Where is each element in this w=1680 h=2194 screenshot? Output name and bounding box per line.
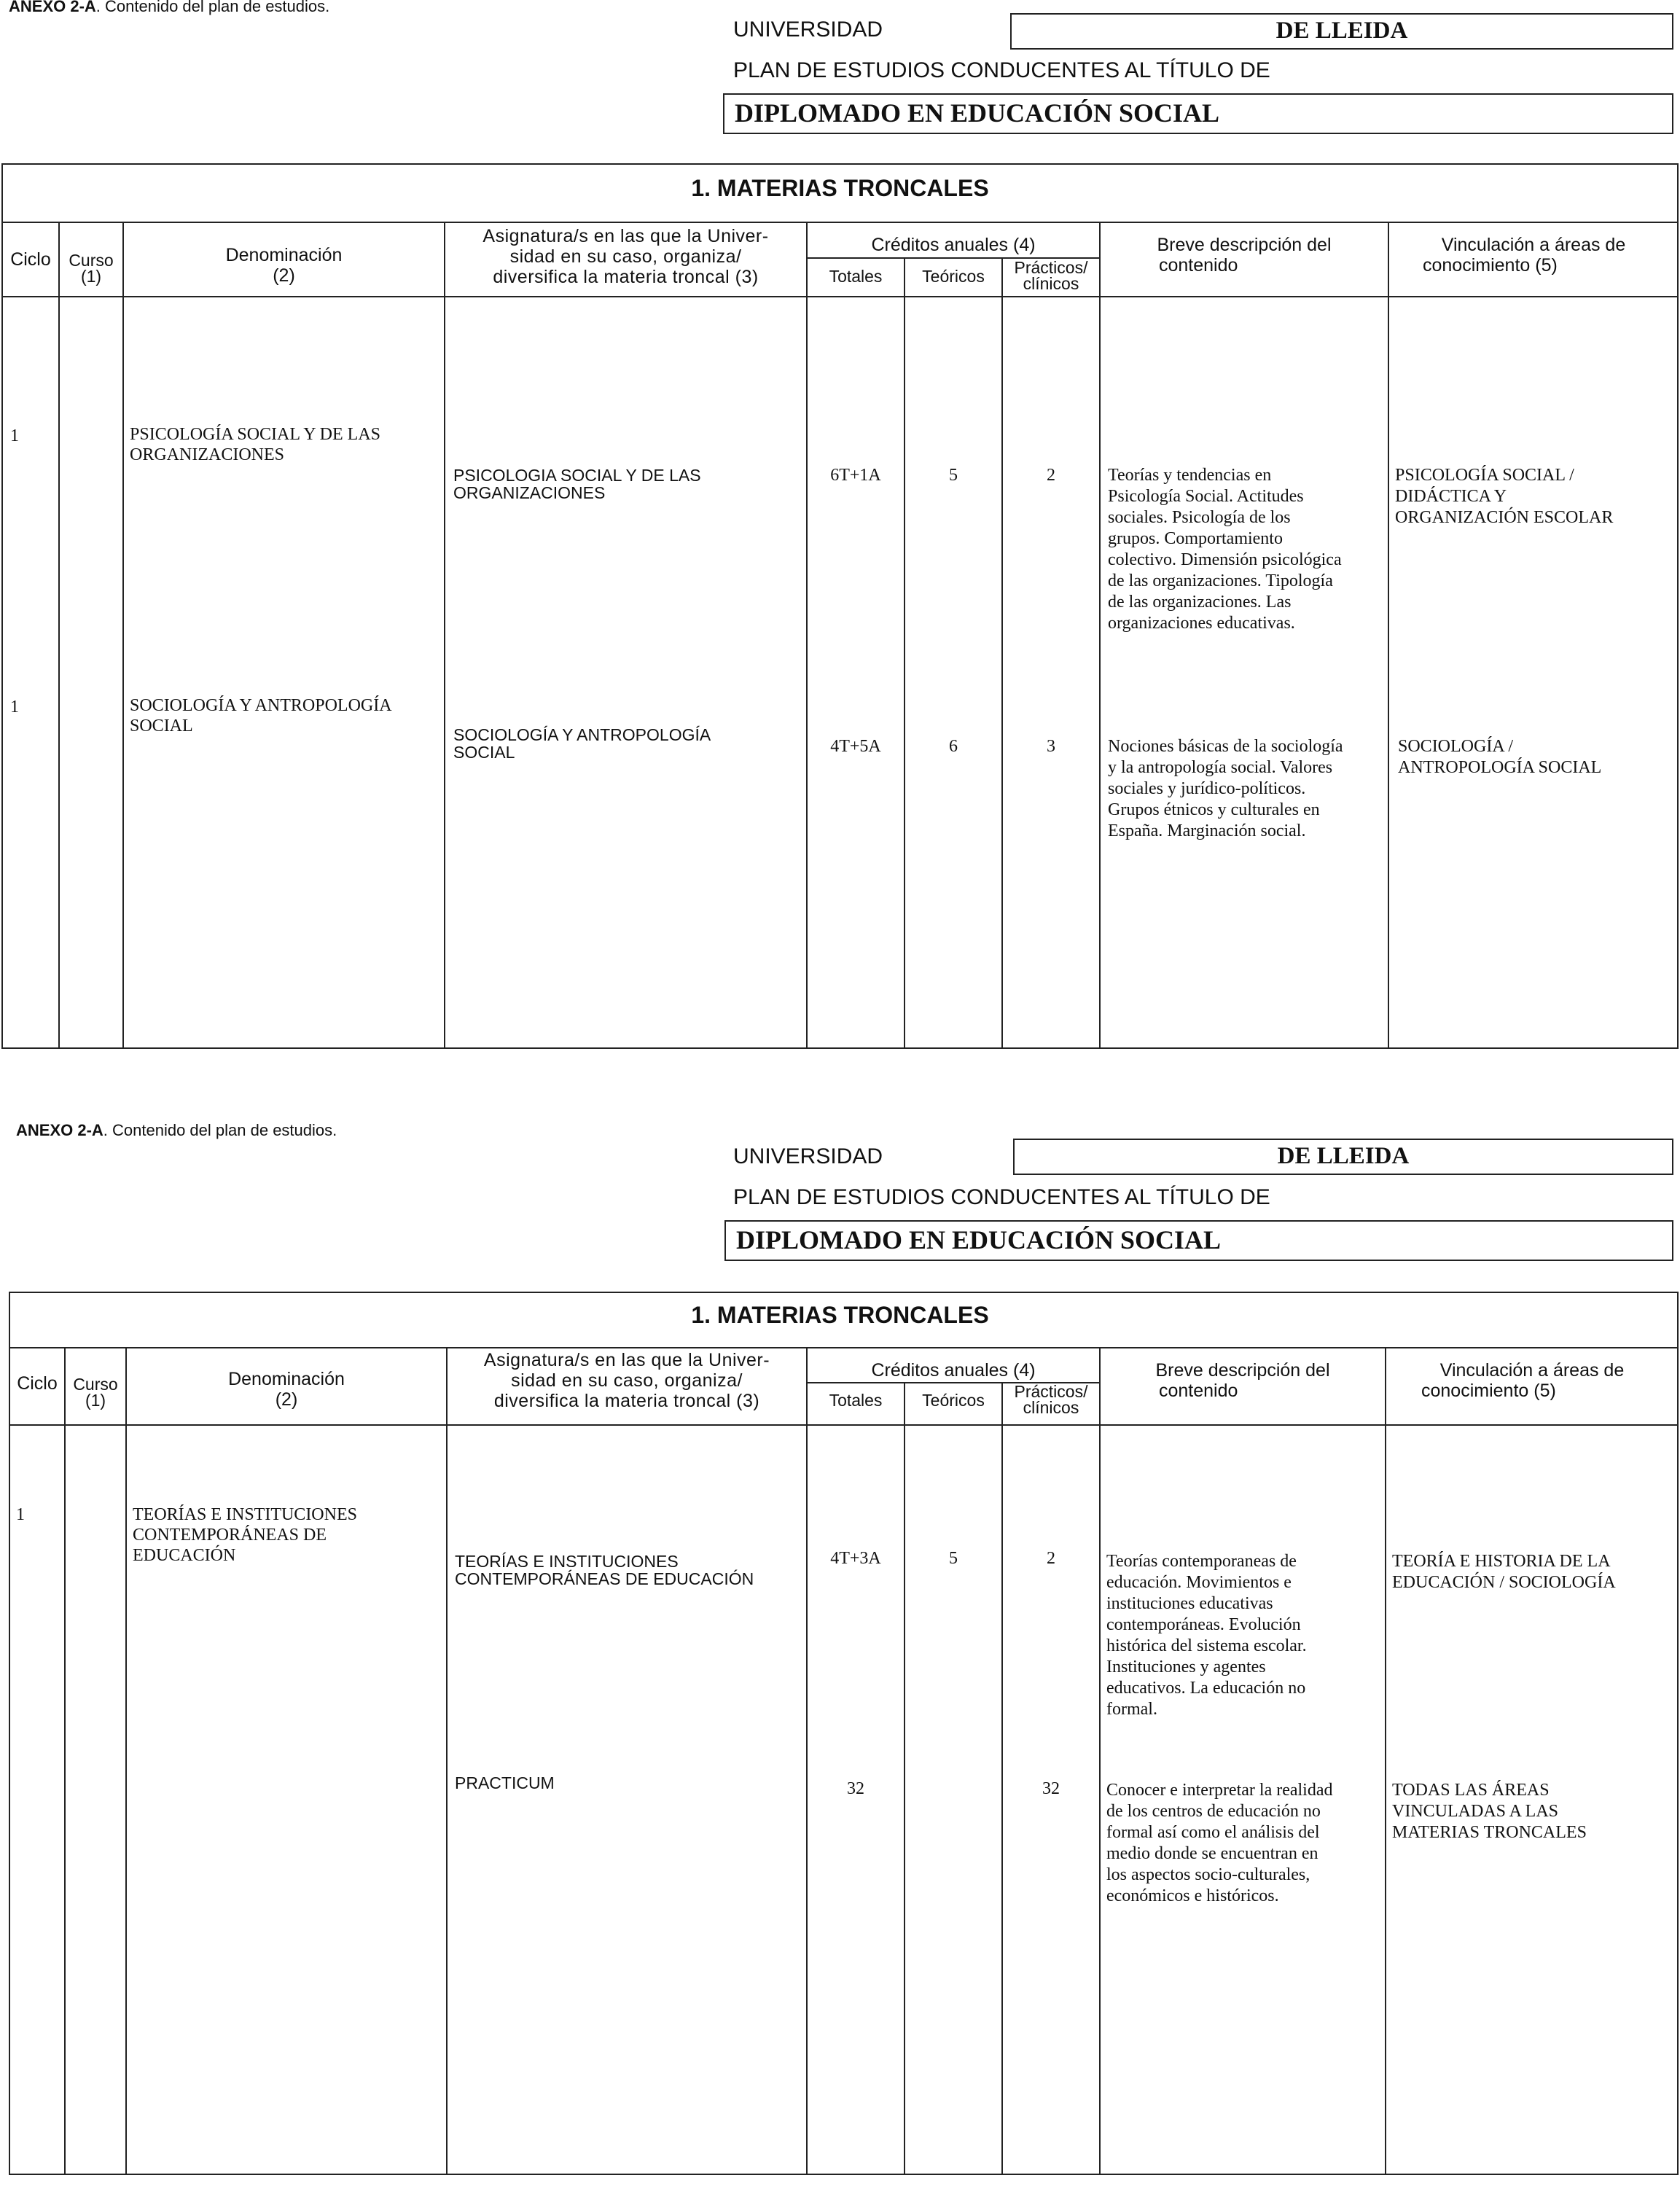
- divider: [64, 1347, 66, 2175]
- row-vinculacion: PSICOLOGÍA SOCIAL / DIDÁCTICA Y ORGANIZACIÓN ESCOLAR: [1395, 466, 1614, 527]
- divider: [1, 222, 1679, 223]
- row-descripcion: Nociones básicas de la sociología y la antropología social. Valores sociales y jurídico-políticos. Grupos étnicos y culturales en España. Marginación social.: [1108, 737, 1343, 840]
- row-asignatura: PRACTICUM: [455, 1773, 555, 1792]
- row-denominacion: PSICOLOGÍA SOCIAL Y DE LAS ORGANIZACIONES: [130, 425, 381, 464]
- header-curso: Curso (1): [73, 1375, 118, 1410]
- row-vinculacion: SOCIOLOGÍA / ANTROPOLOGÍA SOCIAL: [1398, 737, 1602, 777]
- row-ciclo: 1: [16, 1505, 25, 1524]
- divider: [444, 222, 445, 1049]
- divider: [1099, 1347, 1101, 2175]
- row-totales: 4T+5A: [830, 737, 881, 756]
- row-denominacion: TEORÍAS E INSTITUCIONES CONTEMPORÁNEAS DE EDUCACIÓN: [133, 1505, 357, 1565]
- row-practicos: 2: [1047, 1549, 1055, 1568]
- row-totales: 32: [847, 1779, 864, 1798]
- university-name: DE LLEIDA: [1277, 1143, 1410, 1169]
- header-curso: Curso (1): [69, 251, 114, 286]
- row-descripcion: Teorías y tendencias en Psicología Social. Actitudes sociales. Psicología de los grupos. Comportamiento colectivo. Dimensión psicológica de las organizaciones. Tipología de las organizaciones. Las organizaciones educativas.: [1108, 466, 1342, 633]
- divider: [904, 257, 905, 1049]
- header-ciclo: Ciclo: [17, 1373, 58, 1394]
- row-denominacion: SOCIOLOGÍA Y ANTROPOLOGÍA SOCIAL: [130, 696, 392, 735]
- header-vinculacion: Vinculación a áreas de conocimiento (5): [1423, 235, 1626, 276]
- header-practicos: Prácticos/ clínicos: [1014, 258, 1088, 293]
- row-totales: 6T+1A: [830, 466, 881, 485]
- row-ciclo: 1: [10, 426, 19, 445]
- divider: [806, 222, 808, 1049]
- header-ciclo: Ciclo: [10, 249, 51, 270]
- row-totales: 4T+3A: [830, 1549, 881, 1568]
- university-label: UNIVERSIDAD: [733, 17, 883, 42]
- header-creditos: Créditos anuales (4): [871, 1360, 1036, 1381]
- page-1: [0, 0, 1680, 1079]
- header-breve: Breve descripción del contenido: [1155, 1360, 1330, 1401]
- divider: [58, 222, 60, 1049]
- row-vinculacion: TEORÍA E HISTORIA DE LA EDUCACIÓN / SOCIOLOGÍA: [1392, 1552, 1616, 1592]
- divider: [125, 1347, 127, 2175]
- divider: [1099, 222, 1101, 1049]
- divider: [1001, 257, 1003, 1049]
- row-asignatura: SOCIOLOGÍA Y ANTROPOLOGÍA SOCIAL: [453, 725, 711, 762]
- header-creditos: Créditos anuales (4): [871, 235, 1036, 255]
- header-vinculacion: Vinculación a áreas de conocimiento (5): [1421, 1360, 1625, 1401]
- row-descripcion: Teorías contemporaneas de educación. Movimientos e instituciones educativas contemporáneas. Evolución histórica del sistema escolar. Instituciones y agentes educativos. La educación no formal.: [1106, 1552, 1307, 1719]
- divider: [904, 1382, 905, 2175]
- divider: [122, 222, 124, 1049]
- divider: [9, 1347, 1679, 1348]
- divider: [806, 1347, 808, 2175]
- row-asignatura: PSICOLOGIA SOCIAL Y DE LAS ORGANIZACIONES: [453, 466, 701, 502]
- row-asignatura: TEORÍAS E INSTITUCIONES CONTEMPORÁNEAS DE EDUCACIÓN: [455, 1552, 754, 1588]
- header-teoricos: Teóricos: [922, 267, 985, 286]
- degree-title: DIPLOMADO EN EDUCACIÓN SOCIAL: [735, 98, 1220, 128]
- row-descripcion: Conocer e interpretar la realidad de los centros de educación no formal así como el análisis del medio donde se encuentran en los aspectos socio-culturales, económicos e históricos.: [1106, 1781, 1333, 1905]
- page-2: [0, 1115, 1680, 2194]
- divider: [1, 296, 1679, 297]
- divider: [446, 1347, 448, 2175]
- header-denominacion: Denominación (2): [225, 245, 343, 286]
- divider: [1385, 1347, 1386, 2175]
- plan-label: PLAN DE ESTUDIOS CONDUCENTES AL TÍTULO DE: [733, 58, 1270, 82]
- annex-heading: ANEXO 2-A. Contenido del plan de estudios.: [16, 1121, 337, 1139]
- header-totales: Totales: [829, 267, 883, 286]
- university-name-box: [1010, 13, 1673, 50]
- plan-label: PLAN DE ESTUDIOS CONDUCENTES AL TÍTULO DE: [733, 1185, 1270, 1209]
- degree-title: DIPLOMADO EN EDUCACIÓN SOCIAL: [736, 1225, 1222, 1254]
- divider: [1388, 222, 1389, 1049]
- header-breve: Breve descripción del contenido: [1157, 235, 1332, 276]
- university-name: DE LLEIDA: [1275, 17, 1408, 44]
- header-totales: Totales: [829, 1391, 883, 1410]
- row-teoricos: 6: [949, 737, 958, 756]
- section-title: 1. MATERIAS TRONCALES: [691, 1302, 989, 1328]
- header-practicos: Prácticos/ clínicos: [1014, 1382, 1088, 1417]
- row-practicos: 32: [1042, 1779, 1060, 1798]
- row-practicos: 3: [1047, 737, 1055, 756]
- university-name-box: [1013, 1139, 1673, 1175]
- divider: [9, 1424, 1679, 1426]
- row-teoricos: 5: [949, 466, 958, 485]
- row-vinculacion: TODAS LAS ÁREAS VINCULADAS A LAS MATERIAS TRONCALES: [1392, 1781, 1587, 1842]
- row-ciclo: 1: [10, 698, 19, 717]
- header-asignatura: Asignatura/s en las que la Univer- sidad en su caso, organiza/ diversifica la materia troncal (3): [482, 226, 769, 287]
- degree-title-box: [723, 93, 1673, 134]
- header-denominacion: Denominación (2): [228, 1369, 345, 1410]
- annex-heading: ANEXO 2-A. Contenido del plan de estudios.: [9, 0, 330, 15]
- header-asignatura: Asignatura/s en las que la Univer- sidad en su caso, organiza/ diversifica la materia troncal (3): [483, 1350, 770, 1411]
- row-teoricos: 5: [949, 1549, 958, 1568]
- university-label: UNIVERSIDAD: [733, 1144, 883, 1168]
- row-practicos: 2: [1047, 466, 1055, 485]
- section-title: 1. MATERIAS TRONCALES: [691, 175, 989, 201]
- degree-title-box: [724, 1220, 1673, 1261]
- header-teoricos: Teóricos: [922, 1391, 985, 1410]
